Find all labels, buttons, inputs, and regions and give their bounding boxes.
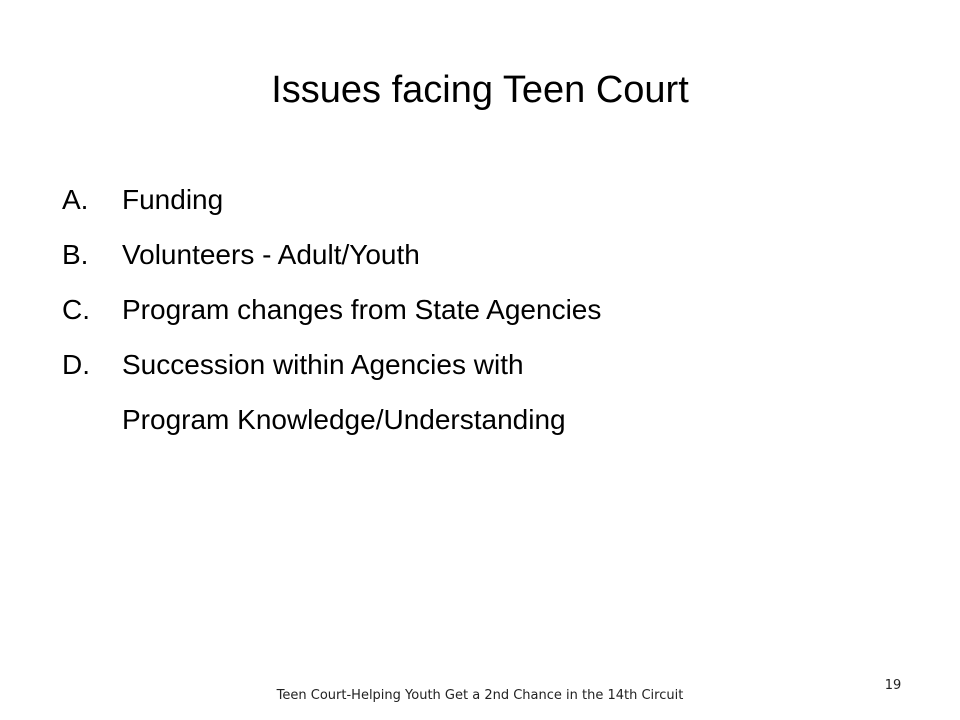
list-item (62, 282, 922, 337)
list-item-text: Volunteers - Adult/Youth (122, 239, 420, 270)
list-item-text: Succession within Agencies with (122, 349, 524, 380)
list-item (62, 172, 922, 227)
list-item-text: Funding (122, 184, 224, 215)
list-item (62, 337, 922, 392)
list-item-text: Program Knowledge/Understanding (122, 404, 566, 435)
list-marker: B. (62, 239, 89, 270)
list-marker: C. (62, 294, 90, 325)
list-marker: D. (62, 349, 90, 380)
list-item-text: Program changes from State Agencies (122, 294, 602, 325)
list-marker: A. (62, 184, 89, 215)
slide-title: Issues facing Teen Court (271, 69, 689, 111)
list-item (62, 227, 922, 282)
list-item-continuation (62, 392, 922, 447)
page-number: 19 (884, 678, 902, 693)
slide-footer: Teen Court-Helping Youth Get a 2nd Chance in the 14th Circuit (276, 688, 684, 703)
issues-list (62, 172, 922, 447)
